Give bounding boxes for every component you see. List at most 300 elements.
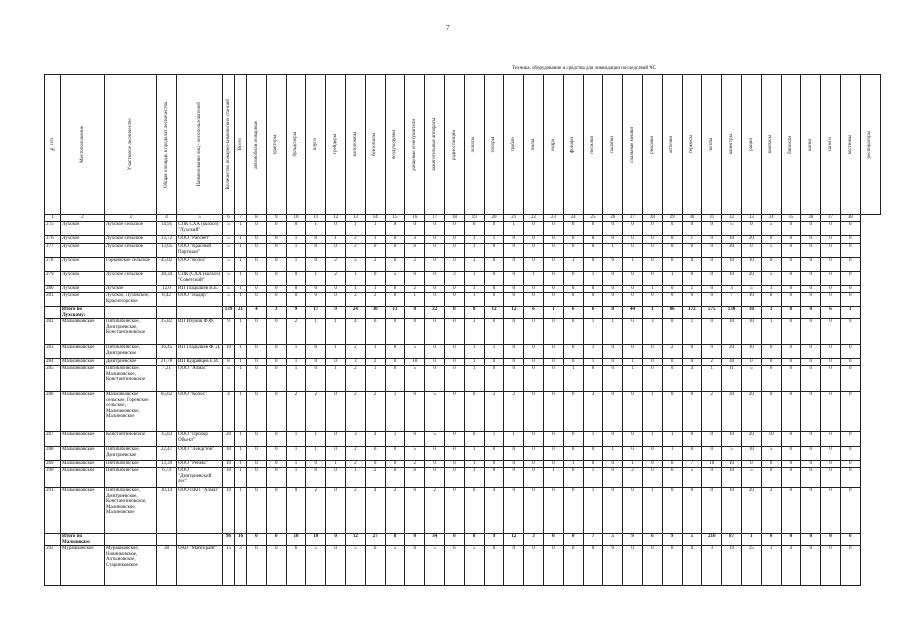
row-value: 5 bbox=[603, 534, 623, 546]
row-area: 13,39 bbox=[157, 461, 177, 468]
row-value: 0 bbox=[563, 319, 583, 345]
row-value: 1 bbox=[662, 432, 682, 447]
row-value: 0 bbox=[563, 293, 583, 307]
header-equipment-17: фонари bbox=[563, 75, 583, 215]
row-value: 0 bbox=[266, 534, 286, 546]
row-number: 286 bbox=[45, 392, 61, 432]
row-value: 0 bbox=[286, 272, 306, 286]
row-value: 0 bbox=[682, 293, 702, 307]
row-value: 0 bbox=[504, 461, 524, 468]
row-value: 0 bbox=[662, 258, 682, 272]
row-value: 20 bbox=[741, 272, 761, 286]
header-equipment-5: грейдеры bbox=[326, 75, 346, 215]
row-value: 0 bbox=[642, 222, 662, 236]
row-value: 4 bbox=[682, 366, 702, 392]
row-value: 10 bbox=[741, 345, 761, 359]
header-equipment-24: котлы bbox=[702, 75, 722, 215]
column-number: 12 bbox=[326, 215, 346, 222]
row-settlement: Лухское сельское bbox=[105, 272, 157, 286]
column-number: 38 bbox=[840, 215, 860, 222]
row-value: 10 bbox=[722, 236, 742, 244]
row-number: 284 bbox=[45, 359, 61, 366]
row-value: 0 bbox=[821, 534, 841, 546]
row-value: 0 bbox=[504, 236, 524, 244]
row-value: 0 bbox=[266, 359, 286, 366]
row-value: 0 bbox=[741, 461, 761, 468]
row-value: 0 bbox=[603, 236, 623, 244]
row-value: 0 bbox=[266, 244, 286, 258]
row-value: 0 bbox=[247, 468, 267, 488]
row-value: 0 bbox=[781, 447, 801, 461]
row-value: 0 bbox=[425, 366, 445, 392]
row-value: 1 bbox=[306, 272, 326, 286]
row-value: 0 bbox=[326, 546, 346, 586]
row-value: 0 bbox=[543, 392, 563, 432]
row-value: 3 bbox=[642, 319, 662, 345]
row-value: 0 bbox=[662, 222, 682, 236]
table-row bbox=[45, 432, 881, 447]
table-row bbox=[45, 345, 881, 359]
row-value: 3 bbox=[405, 236, 425, 244]
row-value: 1 bbox=[286, 366, 306, 392]
row-value: 0 bbox=[425, 447, 445, 461]
row-value: 4 bbox=[484, 488, 504, 534]
row-settlement: Константиновское bbox=[105, 432, 157, 447]
row-value: 1 bbox=[642, 307, 662, 319]
row-value: 0 bbox=[801, 307, 821, 319]
row-value: 1 bbox=[603, 319, 623, 345]
row-value: 0 bbox=[306, 293, 326, 307]
header-equipment-29: каски bbox=[801, 75, 821, 215]
row-value: 0 bbox=[801, 345, 821, 359]
row-value: 1 bbox=[682, 236, 702, 244]
row-value: 0 bbox=[444, 286, 464, 293]
row-value: 0 bbox=[563, 447, 583, 461]
column-number: 5 bbox=[177, 215, 223, 222]
row-value: 0 bbox=[781, 258, 801, 272]
row-value: 575 bbox=[702, 307, 722, 319]
row-value: 0 bbox=[623, 345, 643, 359]
row-value: 0 bbox=[444, 236, 464, 244]
row-value: 0 bbox=[504, 286, 524, 293]
row-value: 1 bbox=[504, 432, 524, 447]
row-value: 0 bbox=[702, 286, 722, 293]
row-value: 0 bbox=[464, 307, 484, 319]
row-value: 96 bbox=[223, 534, 235, 546]
row-value: 5 bbox=[682, 534, 702, 546]
row-value: 0 bbox=[405, 319, 425, 345]
row-value: 1 bbox=[464, 286, 484, 293]
row-value: 0 bbox=[405, 392, 425, 432]
row-value: 1 bbox=[642, 488, 662, 534]
row-value: 7 bbox=[682, 461, 702, 468]
row-value: 0 bbox=[583, 286, 603, 293]
row-value: 6 bbox=[524, 307, 544, 319]
row-number: 283 bbox=[45, 345, 61, 359]
row-value: 1 bbox=[563, 366, 583, 392]
equipment-caption: Техника, оборудование и средства для ликвидации последствий ЧС bbox=[512, 66, 656, 71]
row-value: 0 bbox=[761, 468, 781, 488]
row-value: 20 bbox=[741, 236, 761, 244]
row-settlement: Лухское, Луховское, Красногорское bbox=[105, 293, 157, 307]
row-value: 1 bbox=[235, 447, 247, 461]
row-value: 1 bbox=[623, 258, 643, 272]
row-value: 0 bbox=[603, 345, 623, 359]
row-number: 279 bbox=[45, 272, 61, 286]
row-value: 0 bbox=[266, 258, 286, 272]
row-value: 0 bbox=[543, 293, 563, 307]
row-value: 0 bbox=[247, 258, 267, 272]
row-value: 0 bbox=[603, 366, 623, 392]
table-row bbox=[45, 546, 881, 586]
row-value: 4 bbox=[223, 392, 235, 432]
row-value: 1 bbox=[741, 534, 761, 546]
row-value: 0 bbox=[543, 272, 563, 286]
table-row bbox=[45, 272, 881, 286]
row-value: 1 bbox=[682, 286, 702, 293]
row-value: 5 bbox=[223, 286, 235, 293]
row-value: 0 bbox=[741, 359, 761, 366]
row-value: 0 bbox=[781, 286, 801, 293]
row-value: 0 bbox=[821, 546, 841, 586]
column-number: 34 bbox=[761, 215, 781, 222]
row-value: 1 bbox=[464, 359, 484, 366]
row-value: 2 bbox=[345, 293, 365, 307]
row-value: 2 bbox=[345, 345, 365, 359]
row-area bbox=[157, 534, 177, 546]
row-value: 3 bbox=[761, 546, 781, 586]
row-value: 130 bbox=[722, 307, 742, 319]
row-value: 0 bbox=[662, 488, 682, 534]
row-value: 0 bbox=[425, 244, 445, 258]
row-value: 2 bbox=[286, 392, 306, 432]
row-value: 0 bbox=[781, 222, 801, 236]
header-equipment-15: вилы bbox=[524, 75, 544, 215]
row-value: 1 bbox=[761, 286, 781, 293]
row-value: 0 bbox=[504, 359, 524, 366]
row-value: 8 bbox=[223, 359, 235, 366]
row-value: 2 bbox=[425, 488, 445, 534]
row-value: 0 bbox=[801, 272, 821, 286]
row-value: 5 bbox=[682, 468, 702, 488]
row-number: 292 bbox=[45, 546, 61, 586]
column-number: 32 bbox=[722, 215, 742, 222]
row-value: 0 bbox=[266, 236, 286, 244]
row-value: 0 bbox=[425, 359, 445, 366]
row-value: 1 bbox=[464, 461, 484, 468]
row-value: 0 bbox=[563, 345, 583, 359]
row-value: 0 bbox=[464, 392, 484, 432]
row-value: 0 bbox=[306, 345, 326, 359]
row-value: 1 bbox=[326, 366, 346, 392]
row-value: 0 bbox=[583, 546, 603, 586]
header-equipment-20: спальные мешки bbox=[623, 75, 643, 215]
row-value: 0 bbox=[385, 258, 405, 272]
row-value: 2 bbox=[702, 392, 722, 432]
row-value: 1 bbox=[235, 432, 247, 447]
row-value: 0 bbox=[821, 258, 841, 272]
row-value: 5 bbox=[761, 222, 781, 236]
row-settlement: Пятибабинское, Дмитриевское bbox=[105, 345, 157, 359]
column-number: 28 bbox=[642, 215, 662, 222]
row-value: 0 bbox=[642, 345, 662, 359]
header-equipment-22: аптечки bbox=[662, 75, 682, 215]
row-value: 5 bbox=[761, 272, 781, 286]
header-equipment-19: палатки bbox=[603, 75, 623, 215]
row-district: Итого по Лухскому: bbox=[61, 307, 105, 319]
row-value: 0 bbox=[326, 534, 346, 546]
row-value: 1 bbox=[235, 345, 247, 359]
row-value: 1 bbox=[464, 366, 484, 392]
row-value: 1 bbox=[326, 319, 346, 345]
row-value: 0 bbox=[761, 236, 781, 244]
row-organization: ИП Изумов Ф.Ф. bbox=[177, 319, 223, 345]
row-value: 0 bbox=[662, 546, 682, 586]
row-value: 1 bbox=[583, 488, 603, 534]
row-value: 0 bbox=[781, 461, 801, 468]
row-value: 0 bbox=[623, 272, 643, 286]
row-value: 19 bbox=[722, 546, 742, 586]
row-value: 0 bbox=[662, 286, 682, 293]
row-value: 0 bbox=[623, 293, 643, 307]
row-value: 0 bbox=[326, 244, 346, 258]
row-organization bbox=[177, 307, 223, 319]
row-value: 1 bbox=[286, 447, 306, 461]
row-value: 5 bbox=[761, 244, 781, 258]
row-value: 0 bbox=[464, 488, 484, 534]
row-value: 0 bbox=[444, 447, 464, 461]
row-value: 0 bbox=[425, 319, 445, 345]
row-value: 0 bbox=[247, 359, 267, 366]
row-value: 0 bbox=[405, 272, 425, 286]
row-value: 2 bbox=[345, 488, 365, 534]
row-value: 0 bbox=[524, 366, 544, 392]
row-value: 0 bbox=[524, 244, 544, 258]
row-value: 1 bbox=[583, 345, 603, 359]
table-row bbox=[45, 392, 881, 432]
row-value: 0 bbox=[603, 258, 623, 272]
row-value: 0 bbox=[484, 359, 504, 366]
row-value: 0 bbox=[524, 468, 544, 488]
row-value: 0 bbox=[623, 488, 643, 534]
row-value: 0 bbox=[801, 359, 821, 366]
row-value: 1 bbox=[235, 236, 247, 244]
row-value: 0 bbox=[425, 286, 445, 293]
row-value: 5 bbox=[741, 366, 761, 392]
row-value: 12 bbox=[504, 307, 524, 319]
row-value: 0 bbox=[306, 258, 326, 272]
row-value: 0 bbox=[801, 293, 821, 307]
row-district: Лухское bbox=[61, 244, 105, 258]
row-value: 1 bbox=[464, 468, 484, 488]
row-value: 1 bbox=[504, 222, 524, 236]
row-value: 2 bbox=[345, 447, 365, 461]
row-value: 0 bbox=[603, 546, 623, 586]
row-organization: ОАО "Майскрайс" bbox=[177, 546, 223, 586]
row-value: 0 bbox=[425, 461, 445, 468]
row-value: 5 bbox=[385, 546, 405, 586]
row-value: 0 bbox=[247, 366, 267, 392]
row-value: 0 bbox=[781, 244, 801, 258]
row-value: 0 bbox=[563, 534, 583, 546]
row-value: 0 bbox=[247, 244, 267, 258]
row-value: 0 bbox=[504, 366, 524, 392]
row-value: 1 bbox=[563, 258, 583, 272]
row-value: 0 bbox=[821, 272, 841, 286]
row-value: 0 bbox=[524, 461, 544, 468]
row-value: 1 bbox=[306, 447, 326, 461]
row-value: 0 bbox=[524, 293, 544, 307]
row-value: 0 bbox=[266, 293, 286, 307]
row-value: 1 bbox=[286, 468, 306, 488]
row-value: 20 bbox=[223, 432, 235, 447]
row-value: 0 bbox=[702, 258, 722, 272]
column-number: 6 bbox=[223, 215, 235, 222]
row-value: 0 bbox=[425, 345, 445, 359]
row-value: 2 bbox=[365, 359, 385, 366]
row-value: 10 bbox=[306, 534, 326, 546]
row-value: 6 bbox=[286, 546, 306, 586]
row-value: 2 bbox=[504, 392, 524, 432]
row-value: 0 bbox=[623, 319, 643, 345]
row-value: 32 bbox=[425, 307, 445, 319]
row-value: 0 bbox=[741, 222, 761, 236]
row-value: 2 bbox=[405, 461, 425, 468]
column-number: 10 bbox=[286, 215, 306, 222]
column-number: 4 bbox=[157, 215, 177, 222]
row-value: 1 bbox=[235, 319, 247, 345]
row-district: Лухское bbox=[61, 258, 105, 272]
row-value: 2 bbox=[464, 258, 484, 272]
row-value: 0 bbox=[840, 546, 860, 586]
row-value: 0 bbox=[306, 366, 326, 392]
row-value: 0 bbox=[821, 468, 841, 488]
row-value: 0 bbox=[385, 461, 405, 468]
header-equipment-8: воздуходувки bbox=[385, 75, 405, 215]
row-value: 10 bbox=[722, 319, 742, 345]
row-value: 20 bbox=[741, 488, 761, 534]
row-value: 0 bbox=[840, 222, 860, 236]
row-value: 1 bbox=[286, 236, 306, 244]
row-value: 1 bbox=[235, 461, 247, 468]
row-value: 0 bbox=[662, 392, 682, 432]
row-value: 0 bbox=[484, 286, 504, 293]
row-value: 1 bbox=[365, 286, 385, 293]
column-number: 14 bbox=[365, 215, 385, 222]
column-number: 33 bbox=[741, 215, 761, 222]
table-header-row bbox=[45, 75, 881, 215]
row-value: 0 bbox=[583, 293, 603, 307]
row-value: 0 bbox=[563, 488, 583, 534]
row-value: 1 bbox=[235, 222, 247, 236]
row-value: 0 bbox=[662, 244, 682, 258]
header-equipment-12: лопаты bbox=[464, 75, 484, 215]
row-value: 1 bbox=[286, 461, 306, 468]
row-value: 1 bbox=[464, 345, 484, 359]
row-value: 3 bbox=[583, 392, 603, 432]
row-value: 6 bbox=[583, 307, 603, 319]
column-number: 19 bbox=[464, 215, 484, 222]
row-value: 1 bbox=[583, 359, 603, 366]
row-value: 0 bbox=[821, 345, 841, 359]
row-value: 9 bbox=[326, 307, 346, 319]
row-value: 0 bbox=[524, 546, 544, 586]
row-value: 0 bbox=[840, 461, 860, 468]
row-value: 0 bbox=[603, 359, 623, 366]
row-value: 0 bbox=[603, 468, 623, 488]
row-value: 2 bbox=[345, 366, 365, 392]
row-value: 0 bbox=[444, 244, 464, 258]
row-value: 6 bbox=[365, 546, 385, 586]
row-value: 1 bbox=[286, 432, 306, 447]
row-value: 0 bbox=[484, 258, 504, 272]
row-value: 0 bbox=[425, 272, 445, 286]
row-value: 1 bbox=[235, 468, 247, 488]
row-value: 27 bbox=[365, 534, 385, 546]
row-value: 0 bbox=[603, 272, 623, 286]
row-value: 5 bbox=[345, 546, 365, 586]
row-value: 0 bbox=[642, 236, 662, 244]
row-value: 10 bbox=[702, 461, 722, 468]
row-value: 10 bbox=[286, 534, 306, 546]
table-row bbox=[45, 244, 881, 258]
row-value: 0 bbox=[504, 447, 524, 461]
row-value: 0 bbox=[761, 366, 781, 392]
row-value: 0 bbox=[840, 468, 860, 488]
row-value: 0 bbox=[444, 345, 464, 359]
row-value: 1 bbox=[235, 272, 247, 286]
row-value: 1 bbox=[603, 244, 623, 258]
equipment-table bbox=[44, 74, 881, 586]
row-area: 13,05 bbox=[157, 244, 177, 258]
row-organization: ООО "Колос" bbox=[177, 392, 223, 432]
row-value: 2 bbox=[365, 293, 385, 307]
header-equipment-18: носилки bbox=[583, 75, 603, 215]
row-value: 0 bbox=[781, 272, 801, 286]
row-value: 0 bbox=[662, 319, 682, 345]
row-value: 1 bbox=[484, 236, 504, 244]
row-value: 5 bbox=[425, 392, 445, 432]
row-value: 9 bbox=[223, 319, 235, 345]
row-value: 1 bbox=[365, 345, 385, 359]
row-value: 1 bbox=[306, 319, 326, 345]
row-value: 0 bbox=[524, 345, 544, 359]
row-value: 0 bbox=[623, 546, 643, 586]
row-settlement: Пятибабинское, Дмитриевское, Константиновское bbox=[105, 319, 157, 345]
row-value: 86 bbox=[662, 307, 682, 319]
row-value: 0 bbox=[801, 432, 821, 447]
row-value: 10 bbox=[722, 488, 742, 534]
row-value: 30 bbox=[722, 359, 742, 366]
row-value: 1 bbox=[235, 488, 247, 534]
row-value: 0 bbox=[801, 319, 821, 345]
row-value: 4 bbox=[781, 546, 801, 586]
row-value: 0 bbox=[623, 222, 643, 236]
row-district: Мальчиковское bbox=[61, 392, 105, 432]
row-settlement: Пятибабинское, Дмитриевское bbox=[105, 447, 157, 461]
row-value: 4 bbox=[365, 488, 385, 534]
row-settlement: Лухское bbox=[105, 286, 157, 293]
row-value: 0 bbox=[543, 319, 563, 345]
row-area: 15,63 bbox=[157, 432, 177, 447]
row-value: 0 bbox=[405, 244, 425, 258]
row-value: 0 bbox=[326, 468, 346, 488]
row-organization: ООО "Ренекс" bbox=[177, 461, 223, 468]
row-value: 2 bbox=[306, 392, 326, 432]
row-value: 0 bbox=[326, 447, 346, 461]
row-value: 1 bbox=[642, 392, 662, 432]
row-value: 10 bbox=[741, 258, 761, 272]
